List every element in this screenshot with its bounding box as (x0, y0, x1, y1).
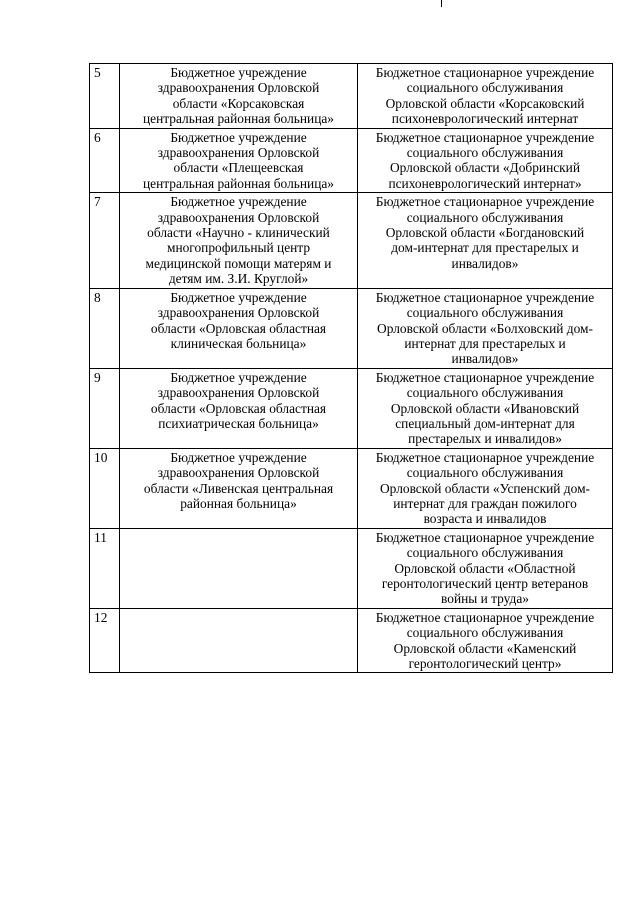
table-row (90, 448, 613, 528)
row-number: 5 (90, 64, 120, 129)
hospital-cell (120, 608, 358, 673)
table-row (90, 528, 613, 608)
table-row (90, 64, 613, 129)
table-row (90, 193, 613, 288)
hospital-cell: Бюджетное учреждение здравоохранения Орловской области «Плещеевская центральная районная больница» (120, 128, 358, 193)
table-row (90, 128, 613, 193)
social-institution-cell: Бюджетное стационарное учреждение социального обслуживания Орловской области «Болховский дом- интернат для престарелых и инвалидов» (358, 288, 613, 368)
hospital-cell (120, 528, 358, 608)
social-institution-cell: Бюджетное стационарное учреждение социального обслуживания Орловской области «Корсаковский психоневрологический интернат (358, 64, 613, 129)
row-number: 6 (90, 128, 120, 193)
social-institution-cell: Бюджетное стационарное учреждение социального обслуживания Орловской области «Каменский геронтологический центр» (358, 608, 613, 673)
table-row (90, 368, 613, 448)
row-number: 8 (90, 288, 120, 368)
row-number: 11 (90, 528, 120, 608)
institutions-table (89, 63, 613, 673)
hospital-cell: Бюджетное учреждение здравоохранения Орловской области «Орловская областная клиническая больница» (120, 288, 358, 368)
social-institution-cell: Бюджетное стационарное учреждение социального обслуживания Орловской области «Добринский психоневрологический интернат» (358, 128, 613, 193)
social-institution-cell: Бюджетное стационарное учреждение социального обслуживания Орловской области «Областной геронтологический центр ветеранов войны и труда» (358, 528, 613, 608)
row-number: 7 (90, 193, 120, 288)
social-institution-cell: Бюджетное стационарное учреждение социального обслуживания Орловской области «Успенский дом- интернат для граждан пожилого возраста и инвалидов (358, 448, 613, 528)
hospital-cell: Бюджетное учреждение здравоохранения Орловской области «Научно - клинический многопрофильный центр медицинской помощи матерям и детям им. З.И. Круглой» (120, 193, 358, 288)
table-row (90, 288, 613, 368)
hospital-cell: Бюджетное учреждение здравоохранения Орловской области «Корсаковская центральная районная больница» (120, 64, 358, 129)
row-number: 9 (90, 368, 120, 448)
social-institution-cell: Бюджетное стационарное учреждение социального обслуживания Орловской области «Ивановский специальный дом-интернат для престарелых и инвалидов» (358, 368, 613, 448)
page-edge-mark (441, 0, 442, 7)
row-number: 12 (90, 608, 120, 673)
row-number: 10 (90, 448, 120, 528)
hospital-cell: Бюджетное учреждение здравоохранения Орловской области «Ливенская центральная районная больница» (120, 448, 358, 528)
table-row (90, 608, 613, 673)
hospital-cell: Бюджетное учреждение здравоохранения Орловской области «Орловская областная психиатрическая больница» (120, 368, 358, 448)
social-institution-cell: Бюджетное стационарное учреждение социального обслуживания Орловской области «Богдановский дом-интернат для престарелых и инвалидов» (358, 193, 613, 288)
